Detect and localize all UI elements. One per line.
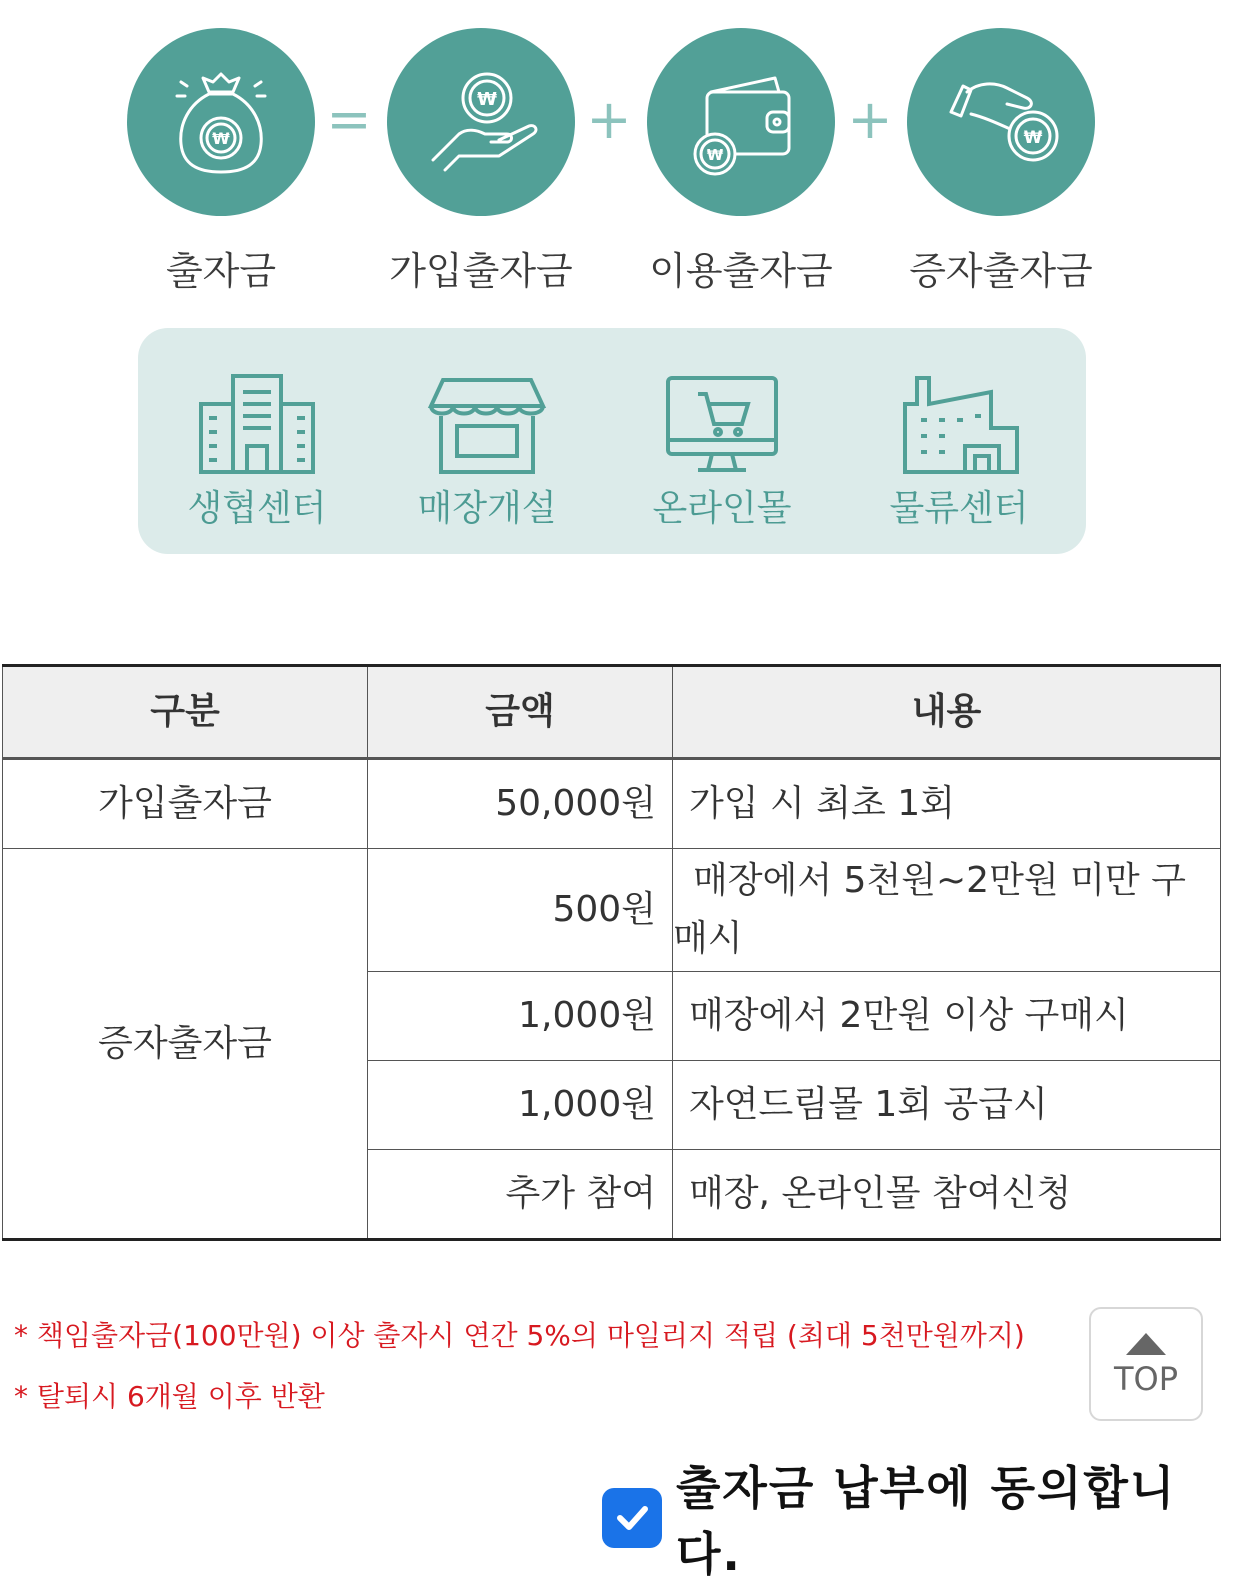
header-category: 구분 (3, 666, 368, 759)
money-bag-circle (127, 28, 315, 216)
svg-text:₩: ₩ (706, 146, 724, 164)
facility-store (382, 370, 592, 530)
wallet-coin-icon (671, 52, 811, 192)
svg-text:₩: ₩ (1023, 128, 1043, 148)
money-bag-icon (151, 52, 291, 192)
svg-text:₩: ₩ (212, 129, 230, 148)
cell-description (673, 849, 1221, 972)
monitor-cart-icon (658, 370, 786, 478)
plus-operator-2: + (847, 88, 893, 151)
facility-logistics (854, 370, 1064, 530)
svg-text:₩: ₩ (477, 89, 497, 110)
wallet-coin-circle (647, 28, 835, 216)
cell-description: 매장에서 2만원 이상 구매시 (673, 972, 1221, 1061)
facility-label: 생협센터 (187, 488, 327, 529)
header-amount: 금액 (368, 666, 673, 759)
cell-description: 매장, 온라인몰 참여신청 (673, 1150, 1221, 1240)
header-description: 내용 (673, 666, 1221, 759)
equation-label-usage: 이용출자금 (649, 249, 833, 293)
description-line-1: 매장에서 5천원~2만원 미만 구 (693, 860, 1186, 901)
arrow-up-icon (1126, 1333, 1166, 1355)
factory-icon (895, 370, 1023, 478)
cell-category: 증자출자금 (3, 849, 368, 1240)
hand-coin-circle (387, 28, 575, 216)
checkmark-icon (612, 1498, 652, 1538)
top-button-label: TOP (1113, 1360, 1179, 1398)
contribution-table (2, 664, 1221, 1241)
storefront-icon (423, 370, 551, 478)
facility-online-mall (617, 370, 827, 530)
cell-amount: 50,000원 (368, 759, 673, 849)
hand-coin-icon (411, 52, 551, 192)
table-header-row (3, 666, 1221, 759)
equation-label-contribution: 출자금 (165, 249, 277, 293)
facility-label: 온라인몰 (652, 488, 792, 529)
equation-label-increase: 증자출자금 (909, 249, 1093, 293)
equals-operator: = (326, 88, 372, 151)
agreement-label[interactable]: 출자금 납부에 동의합니다. (675, 1461, 1177, 1581)
agreement-checkbox[interactable] (602, 1488, 662, 1548)
cell-amount: 500원 (368, 849, 673, 972)
description-line-2: 매시 (673, 918, 743, 959)
table-row (3, 759, 1221, 849)
scroll-top-button[interactable] (1089, 1307, 1203, 1421)
hand-giving-coin-icon (931, 52, 1071, 192)
facility-label: 물류센터 (889, 488, 1029, 529)
table-row (3, 849, 1221, 972)
plus-operator-1: + (586, 88, 632, 151)
cell-description: 가입 시 최초 1회 (673, 759, 1221, 849)
facility-coop-center (152, 370, 362, 530)
facilities-panel (138, 328, 1086, 554)
hand-giving-coin-circle (907, 28, 1095, 216)
cell-amount: 1,000원 (368, 972, 673, 1061)
cell-category: 가입출자금 (3, 759, 368, 849)
cell-description: 자연드림몰 1회 공급시 (673, 1061, 1221, 1150)
building-icon (193, 370, 321, 478)
note-withdrawal: * 탈퇴시 6개월 이후 반환 (14, 1380, 325, 1413)
agreement-row[interactable] (602, 1461, 1242, 1581)
cell-amount: 추가 참여 (368, 1150, 673, 1240)
equation-label-join: 가입출자금 (389, 249, 573, 293)
note-mileage: * 책임출자금(100만원) 이상 출자시 연간 5%의 마일리지 적립 (최대 5천만원까지) (14, 1319, 1025, 1352)
cell-amount: 1,000원 (368, 1061, 673, 1150)
facility-label: 매장개설 (417, 488, 557, 529)
